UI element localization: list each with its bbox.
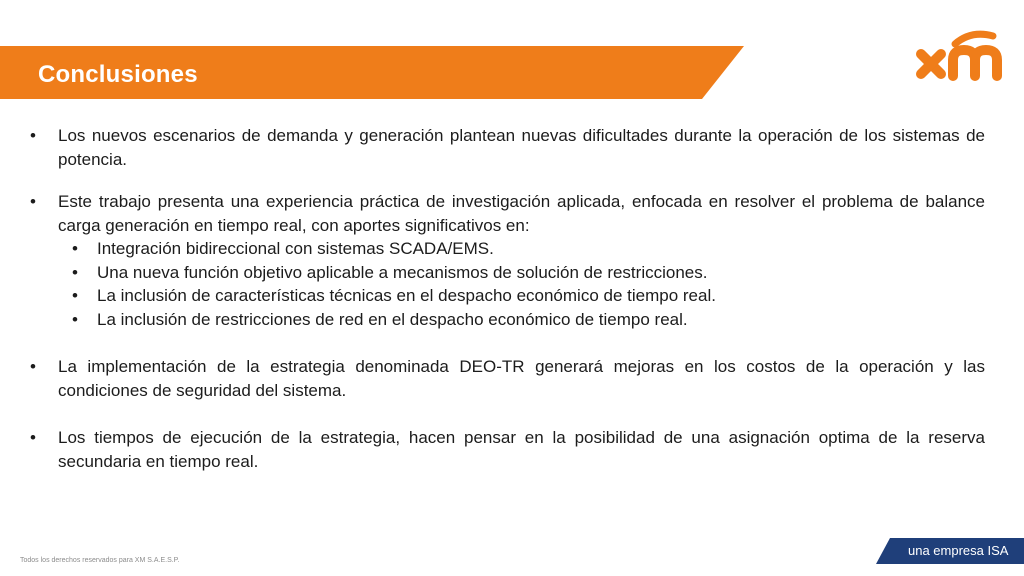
bullet-item — [30, 190, 985, 237]
bullet-text: La implementación de la estrategia denominada DEO-TR generará mejoras en los costos de la operación y las condiciones de seguridad del sistema. — [58, 357, 985, 400]
bullet-text: Los tiempos de ejecución de la estrategia, hacen pensar en la posibilidad de una asignación optima de la reserva secundaria en tiempo real. — [58, 428, 985, 471]
sub-bullet-item — [30, 261, 985, 285]
sub-bullet-dot: • — [72, 309, 78, 329]
bullet-dot: • — [30, 126, 36, 145]
footer-copyright: Todos los derechos reservados para XM S.A.E.S.P. — [20, 557, 180, 564]
isa-tagline: una empresa ISA — [908, 543, 1009, 558]
bullet-text: Este trabajo presenta una experiencia práctica de investigación aplicada, enfocada en resolver el problema de balance carga generación en tiempo real, con aportes significativos en: — [58, 192, 985, 235]
bullet-item — [30, 355, 985, 402]
sub-bullet-text: Integración bidireccional con sistemas SCADA/EMS. — [97, 239, 494, 258]
xm-logo — [915, 26, 1005, 96]
sub-bullet-dot: • — [72, 286, 78, 305]
sub-bullet-dot: • — [72, 262, 78, 282]
bullet-dot: • — [30, 192, 36, 211]
bullet-item — [30, 124, 985, 171]
sub-bullet-text: La inclusión de características técnicas en el despacho económico de tiempo real. — [97, 286, 716, 305]
sub-bullet-text: Una nueva función objetivo aplicable a mecanismos de solución de restricciones. — [97, 262, 708, 282]
bullet-item — [30, 426, 985, 473]
spacer — [30, 331, 985, 355]
bullet-dot: • — [30, 357, 36, 376]
bullet-dot: • — [30, 428, 36, 447]
sub-bullet-dot: • — [72, 239, 78, 258]
sub-bullet-item — [30, 308, 985, 332]
sub-bullet-item — [30, 237, 985, 261]
sub-bullet-text: La inclusión de restricciones de red en el despacho económico de tiempo real. — [97, 309, 688, 329]
spacer — [30, 171, 985, 190]
slide-content — [30, 124, 985, 473]
bullet-text: Los nuevos escenarios de demanda y generación plantean nuevas dificultades durante la operación de los sistemas de potencia. — [58, 126, 985, 169]
spacer — [30, 402, 985, 426]
sub-bullet-item — [30, 284, 985, 308]
slide-title: Conclusiones — [38, 61, 198, 88]
